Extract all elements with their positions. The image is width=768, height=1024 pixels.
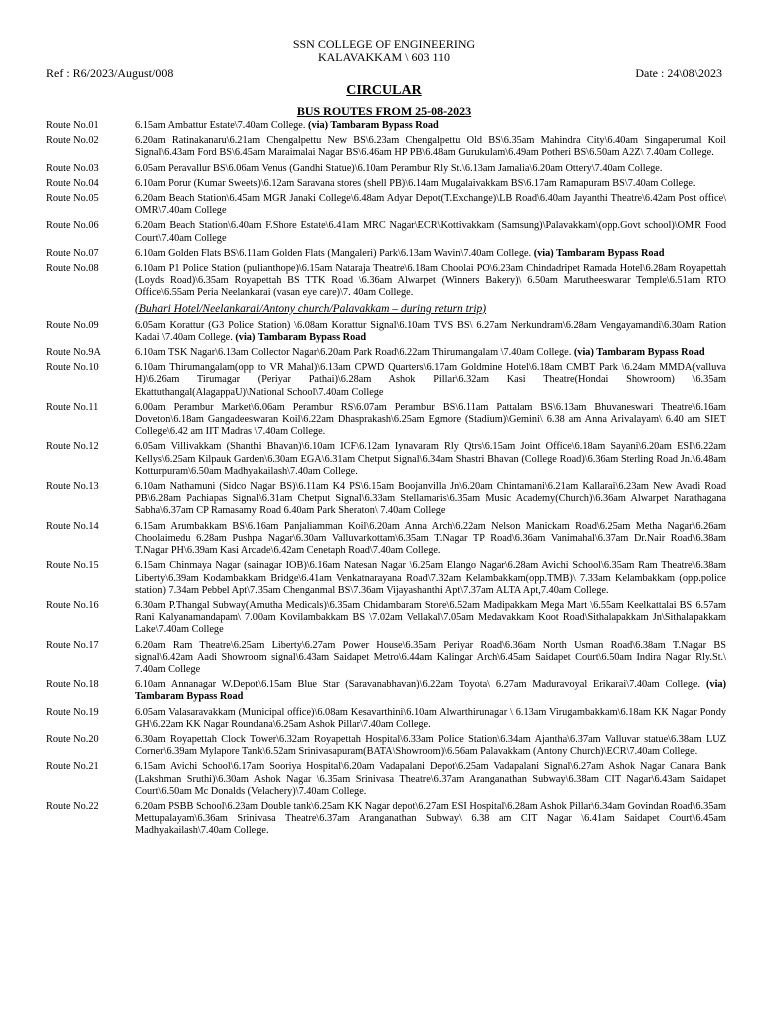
route-row xyxy=(46,441,726,478)
route-stops-text: 6.20am PSBB School\6.23am Double tank\6.25am KK Nagar depot\6.27am ESI Hospital\6.28am Ashok Pillar\6.34am Govindan Road\6.35am Mettupalayam\6.36am Srinivasa Theatre\6.37am Aranganathan Subway\ 6.38 am CIT Nagar \6.41am Saidapet Court\6.45am Madhyakailash\7.40am College. xyxy=(135,800,726,837)
route-stops-text: 6.05am Korattur (G3 Police Station) \6.08am Korattur Signal\6.10am TVS BS\ 6.27am Nerkundram\6.28am Vengayamandi\6.30am Ration Kadai \7.40am College. xyxy=(135,319,726,343)
route-stops-text: 6.05am Villivakkam (Shanthi Bhavan)\6.10am ICF\6.12am Iynavaram Rly Qtrs\6.15am Joint Office\6.18am Sayani\6.20am ESI\6.22am Kellys\6.25am Kilpauk Garden\6.30am EGA\6.31am Chetput Signal\6.34am Shastri Bhavan (College Road)\6.36am Sterling Road Jn.\6.48am Kotturpuram\6.50am Madhyakailash\7.40am College. xyxy=(135,441,726,477)
route-stops-text: 6.00am Perambur Market\6.06am Perambur RS\6.07am Perambur BS\6.11am Pattalam BS\6.13am Bhuvaneswari Theatre\6.16am Doveton\6.18am Gangadeeswaran Koil\6.22am Dhasprakash\6.25am Egmore (Stadium)\Gemini\ 6.38 am Anna Arivalayam\ 6.40 am SIET College\6.42 am IIT Madras \7.40am College. xyxy=(135,401,726,438)
route-via-note: (via) Tambaram Bypass Road xyxy=(232,331,367,343)
college-name: SSN COLLEGE OF ENGINEERING xyxy=(292,37,476,51)
route-number: Route No.06 xyxy=(46,220,99,232)
route-row xyxy=(46,320,726,344)
route-number: Route No.20 xyxy=(46,733,99,745)
route-via-note: (via) Tambaram Bypass Road xyxy=(135,679,727,703)
route-stops-text: 6.30am Royapettah Clock Tower\6.32am Royapettah Hospital\6.33am Police Station\6.34am Ajantha\6.37am Valluvar statue\6.38am LUZ Corner\6.39am Mylapore Tank\6.52am Srinivasapuram(BATA\Showroom)\6.56am Palavakkam (Antony Church)\ECR\7.40am College. xyxy=(135,733,726,758)
route-number: Route No.19 xyxy=(46,706,99,718)
route-stops-text: 6.10am Golden Flats BS\6.11am Golden Flats (Mangaleri) Park\6.13am Wavin\7.40am College. xyxy=(135,247,532,259)
route-stops-text: 6.20am Beach Station\6.45am MGR Janaki College\6.48am Adyar Depot(T.Exchange)\LB Road\6.40am Jayanthi Theatre\6.42am Post office\ OMR\7.40am College xyxy=(135,193,726,217)
route-number: Route No.11 xyxy=(46,401,99,413)
route-row xyxy=(46,734,726,758)
route-stops xyxy=(135,193,726,217)
route-stops xyxy=(135,320,726,344)
route-row xyxy=(46,193,726,217)
route-row xyxy=(46,761,726,798)
route-row xyxy=(46,640,726,677)
college-address: KALAVAKKAM \ 603 110 xyxy=(317,50,451,64)
route-stops xyxy=(135,801,726,838)
route-via-note: (via) Tambaram Bypass Road xyxy=(571,347,705,359)
route-number: Route No.07 xyxy=(46,247,99,259)
route-stops-text: 6.15am Avichi School\6.17am Sooriya Hospital\6.20am Vadapalani Depot\6.25am Vadapalani Signal\6.27am Ashok Nagar Canara Bank (Lakshman Sruthi)\6.30am Ashok Nagar \6.35am Srinivasa Theatre\6.37am Aranganathan Subway\6.38am CIT Nagar\6.43am Saidapet Court\6.50am Mc Donalds (Velachery)\7.40am College. xyxy=(135,761,726,797)
route-number: Route No.01 xyxy=(46,120,99,131)
route-stops-text: 6.15am Arumbakkam BS\6.16am Panjaliamman Koil\6.20am Anna Arch\6.22am Nelson Manickam Road\6.25am Metha Nagar\6.26am Choolaimedu 6.28am Pushpa Nagar\6.30am Valluvarkottam\6.35am T.Nagar TP Road\6.36am Vanimahal\6.37am Dr.Nair Road\6.38am T.Nagar PH\6.39am Kasi Arcade\6.42am Cenetaph Road\7.40am College. xyxy=(135,520,726,557)
route-stops xyxy=(135,679,726,703)
route-stops xyxy=(135,248,726,260)
route-number: Route No.16 xyxy=(46,599,99,611)
route-stops-text: 6.10am Thirumangalam(opp to VR Mahal)\6.13am CPWD Quarters\6.17am Goldmine Hotel\6.18am CMBT Park \6.24am MMDA(valluva H)\6.26am Tirumagar (Periyar Pathai)\6.28am Ashok Pillar\6.32am Kasi Theatre(Hondai Showroom) \6.35am Ekattuthangal(AlagappaU)\National School\7.40am College xyxy=(135,362,726,398)
route-stops xyxy=(135,734,726,758)
route-stops xyxy=(135,600,726,637)
route-row xyxy=(46,560,726,597)
route-row xyxy=(46,362,726,399)
route-stops xyxy=(135,263,726,300)
route-stops-text: 6.15am Ambattur Estate\7.40am College. xyxy=(135,120,309,131)
route-number: Route No.08 xyxy=(46,263,99,275)
route-number: Route No.02 xyxy=(46,135,99,147)
route-number: Route No.18 xyxy=(46,679,99,691)
route-stops xyxy=(135,220,726,244)
route-stops-text: 6.10am Nathamuni (Sidco Nagar BS)\6.11am K4 PS\6.15am Boojanvilla Jn\6.20am Chintamani\6.21am Kallarai\6.23am New Avadi Road PB\6.28am Pachiapas Signal\6.31am Chetput Signal\6.33am Stellamaris\6.35am Music Academy(Church)\6.36am Alwarpet Narathagana Sabha\6.37am CP Ramasamy Road 6.40am Park Sheraton\ 7.40am College xyxy=(135,481,726,517)
route-row xyxy=(46,707,726,731)
route-stops xyxy=(135,402,726,439)
route-stops-text: 6.20am Ram Theatre\6.25am Liberty\6.27am Power House\6.35am Periyar Road\6.36am North Usman Road\6.38am T.Nagar BS signal\6.42am Aadi Showroom signal\6.43am Saidapet Metro\6.44am Kalingar Arch\6.45am Saidapet Court\6.50am Indira Nagar Rly.St.\ 7.40am College xyxy=(135,639,726,675)
route-stops-text: 6.30am P.Thangal Subway(Amutha Medicals)\6.35am Chidambaram Store\6.52am Madipakkam Mega Mart \6.55am Keelkattalai BS 6.57am Rani Kalyanamandapam\ 7.00am Kovilambakkam BS \7.02am Vellakal\7.05am Medavakkam Koot Road\Sithalapakkam Jn\Sithalapakkam Lake\7.40am College xyxy=(135,599,726,636)
route-number: Route No.03 xyxy=(46,162,99,174)
route-stops xyxy=(135,120,726,132)
route-row xyxy=(46,679,726,703)
route-stops xyxy=(135,481,726,518)
route-stops xyxy=(135,521,726,558)
circular-title: CIRCULAR xyxy=(346,83,422,98)
route-stops-text: 6.10am TSK Nagar\6.13am Collector Nagar\6.20am Park Road\6.22am Thirumangalam \7.40am College. xyxy=(135,347,572,359)
reference-line xyxy=(0,66,768,81)
route-via-note: (via) Tambaram Bypass Road xyxy=(308,120,439,131)
reference-number: Ref : R6/2023/August/008 xyxy=(46,66,174,80)
route-stops-text: 6.05am Valasaravakkam (Municipal office)\6.08am Kesavarthini\6.10am Alwarthirunagar \ 6.13am Virugambakkam\6.18am KK Nagar Pondy GH\6.22am KK Nagar Roundana\6.25am Ashok Pillar\7.40am College. xyxy=(135,706,726,730)
route-row xyxy=(46,521,726,558)
route-number: Route No.04 xyxy=(46,177,99,189)
route-stops xyxy=(135,640,726,677)
route-stops-text: 6.20am Ratinakanaru\6.21am Chengalpettu New BS\6.23am Chengalpettu Old BS\6.35am Mahindra City\6.40am Singaperumal Koil Signal\6.43am Ford BS\6.45am Maraimalai Nagar BS\6.46am HP PB\6.48am Gurukulam\6.49am Potheri BS\6.50am A2Z\ 7.40am College. xyxy=(135,135,726,159)
bus-routes-heading: BUS ROUTES FROM 25-08-2023 xyxy=(296,104,472,118)
circular-date: Date : 24\08\2023 xyxy=(635,66,722,80)
route-row xyxy=(46,600,726,637)
route-number: Route No.09 xyxy=(46,319,99,331)
route-row xyxy=(46,178,726,190)
route-via-note: (via) Tambaram Bypass Road xyxy=(531,247,665,259)
route-stops xyxy=(135,707,726,731)
route-number: Route No.12 xyxy=(46,441,99,453)
route-stops xyxy=(135,441,726,478)
route-stops-text: 6.10am Annanagar W.Depot\6.15am Blue Star (Saravanabhavan)\6.22am Toyota\ 6.27am Maduravoyal Erikarai\7.40am College. xyxy=(135,679,701,691)
route-stops-text: 6.15am Chinmaya Nagar (sainagar IOB)\6.16am Natesan Nagar \6.25am Elango Nagar\6.28am Avichi School\6.35am Ram Theatre\6.38am Liberty\6.39am Kodambakkam Bridge\6.41am Venkatnarayana Road\7.32am Kelambakkam(opp.TMB)\ 7.33am Kelambakkam (opp.police station) 7.34am Pebbel Apt\7.35am Chenganmal BS\7.36am Vijayashanthi Apt\7.37am ALTA Apt,7.40am College. xyxy=(135,560,726,596)
routes-list xyxy=(46,120,726,841)
route-row xyxy=(46,135,726,159)
route-stops xyxy=(135,178,726,190)
route-stops-text: 6.10am Porur (Kumar Sweets)\6.12am Saravana stores (shell PB)\6.14am Mugalaivakkam BS\6.17am Ramapuram BS\7.40am College. xyxy=(135,177,696,189)
return-trip-note: (Buhari Hotel/Neelankarai/Antony church/Palavakkam – during return trip) xyxy=(135,302,487,315)
route-row xyxy=(46,220,726,244)
route-stops-text: 6.10am P1 Police Station (pulianthope)\6.15am Nataraja Theatre\6.18am Choolai PO\6.23am Chindadripet Ramada Hotel\6.28am Royapettah (Loyds Road)\6.35am Royapettah BS TTK Road \6.36am Alwarpet (Winners Bakery)\ 6.50am Marutheeswarar Temple\6.51am RTO Office\6.55am Peria Neelankarai (vasan eye care)\7. 40am College. xyxy=(135,263,726,299)
route-row xyxy=(46,163,726,175)
route-stops xyxy=(135,163,726,175)
route-number: Route No.15 xyxy=(46,560,99,572)
route-stops-text: 6.05am Peravallur BS\6.06am Venus (Gandhi Statue)\6.10am Perambur Rly St.\6.13am Jamalia\6.20am Ottery\7.40am College. xyxy=(135,162,663,174)
route-number: Route No.17 xyxy=(46,639,99,651)
route-number: Route No.13 xyxy=(46,481,99,493)
route-stops-text: 6.20am Beach Station\6.40am F.Shore Estate\6.41am MRC Nagar\ECR\Kottivakkam (Samsung)\Palavakkam\(opp.Govt school)\OMR Food Court\7.40am College xyxy=(135,220,726,244)
route-stops xyxy=(135,761,726,798)
route-number: Route No.21 xyxy=(46,761,99,773)
route-row xyxy=(46,120,726,132)
route-number: Route No.14 xyxy=(46,520,99,532)
route-stops xyxy=(135,362,726,399)
route-number: Route No.05 xyxy=(46,193,99,205)
route-number: Route No.9A xyxy=(46,347,101,359)
route-row xyxy=(46,481,726,518)
route-row xyxy=(46,402,726,439)
route-stops xyxy=(135,347,726,359)
route-stops xyxy=(135,560,726,597)
route-stops xyxy=(135,135,726,159)
route-row xyxy=(46,263,726,300)
route-number: Route No.22 xyxy=(46,800,99,812)
route-row xyxy=(46,347,726,359)
route-row xyxy=(46,801,726,838)
route-row xyxy=(46,248,726,260)
route-number: Route No.10 xyxy=(46,362,99,374)
